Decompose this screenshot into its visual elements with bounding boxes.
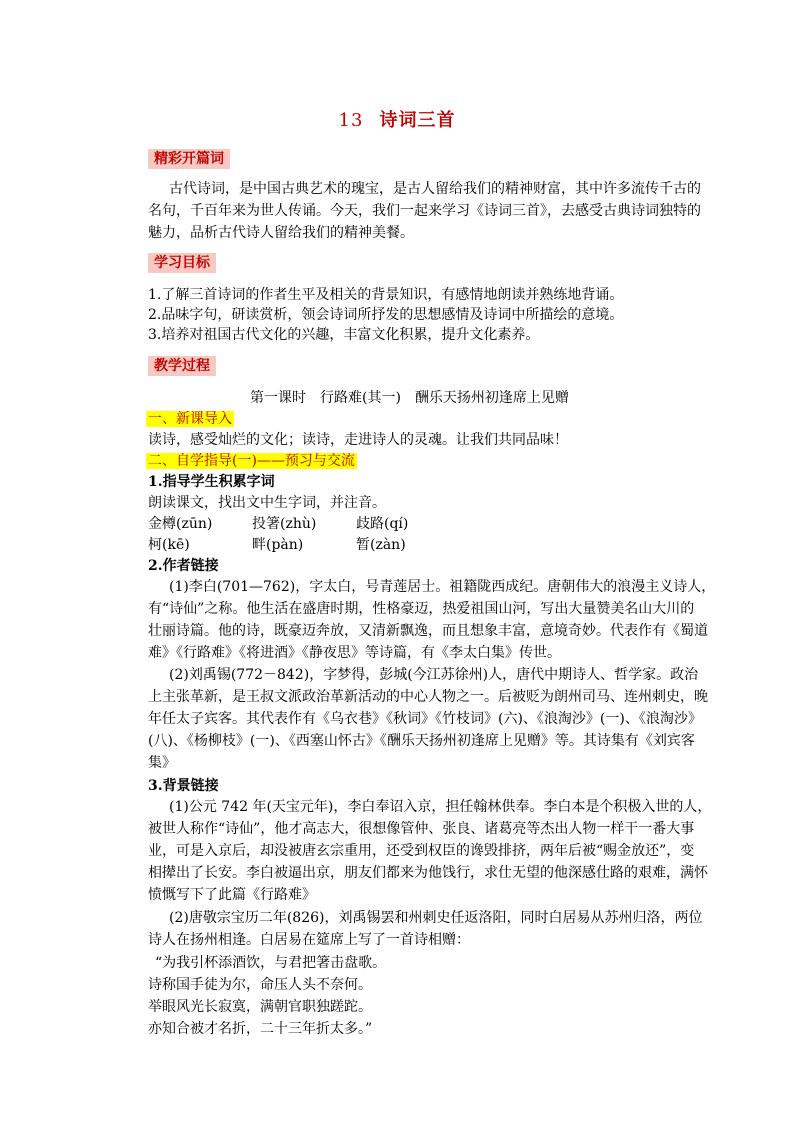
step1-heading: 1.指导学生积累字词 xyxy=(148,474,275,490)
goal-1: 1.了解三首诗词的作者生平及相关的背景知识，有感情地朗读并熟练地背诵。 xyxy=(148,287,624,303)
vocab-item: 投箸(zhù) xyxy=(252,516,317,532)
bg2-line-2: 诗人在扬州相逢。白居易在筵席上写了一首诗相赠： xyxy=(148,932,470,948)
step2-heading: 2.作者链接 xyxy=(148,558,219,574)
author-liu-line-1: (2)刘禹锡(772－842)，字梦得，彭城(今江苏徐州)人，唐代中期诗人、哲学家。政治 xyxy=(169,667,699,683)
vocab-item: 暂(zàn) xyxy=(356,537,406,553)
poem-line-2: 诗称国手徒为尔，命压人头不奈何。 xyxy=(148,977,372,993)
poem-line-3: 举眼风光长寂寞，满朝官职独蹉跎。 xyxy=(148,999,372,1015)
lesson-number: 13 xyxy=(338,110,364,131)
lesson-heading: 第一课时 行路难(其一) 酬乐天扬州初逢席上见赠 xyxy=(250,390,569,406)
step1-text: 朗读课文，找出文中生字词，并注音。 xyxy=(148,495,386,511)
intro-line-2: 名句，千百年来为世人传诵。今天，我们一起来学习《诗词三首》，去感受古典诗词独特的 xyxy=(148,203,701,219)
lesson-title: 诗词三首 xyxy=(379,110,456,131)
goals-section-tag: 学习目标 xyxy=(148,253,216,273)
process-section-tag: 教学过程 xyxy=(148,356,216,376)
vocab-row-2 xyxy=(148,535,406,555)
bg1-line-3: 业，可是入京后，却没被唐玄宗重用，还受到权臣的谗毁排挤，两年后被“赐金放还”，变 xyxy=(148,843,695,859)
part1-heading: 一、新课导入 xyxy=(148,411,232,427)
step3-heading: 3.背景链接 xyxy=(148,778,219,794)
bg1-line-5: 愤慨写下了此篇《行路难》 xyxy=(148,887,316,903)
author-liu-line-5: 集》 xyxy=(148,755,176,771)
vocab-item: 歧路(qí) xyxy=(356,516,409,532)
author-libai-line-3: 壮丽诗篇。他的诗，既豪迈奔放，又清新飘逸，而且想象丰富，意境奇妙。代表作有《蜀道 xyxy=(148,623,708,639)
bg2-line-1: (2)唐敬宗宝历二年(826)，刘禹锡罢和州刺史任返洛阳，同时白居易从苏州归洛，两位 xyxy=(169,910,703,926)
goal-2: 2.品味字句，研读赏析，领会诗词所抒发的思想感情及诗词中所描绘的意境。 xyxy=(148,307,624,323)
vocab-row-1 xyxy=(148,514,408,534)
vocab-item: 金樽(zūn) xyxy=(148,516,213,532)
author-liu-line-2: 上主张革新，是王叔文派政治革新活动的中心人物之一。后被贬为朗州司马、连州刺史，晚 xyxy=(148,689,708,705)
author-libai-line-2: 有“诗仙”之称。他生活在盛唐时期，性格豪迈，热爱祖国山河，写出大量赞美名山大川的 xyxy=(148,601,695,617)
author-libai-line-4: 难》《行路难》《将进酒》《静夜思》等诗篇，有《李太白集》传世。 xyxy=(148,645,561,661)
part1-text: 读诗，感受灿烂的文化；读诗，走进诗人的灵魂。让我们共同品味！ xyxy=(148,432,568,448)
author-liu-line-3: 年任太子宾客。其代表作有《乌衣巷》《秋词》《竹枝词》(六)、《浪淘沙》(一)、《浪淘沙》 xyxy=(148,711,702,727)
intro-line-3: 魅力，品析古代诗人留给我们的精神美餐。 xyxy=(148,225,414,241)
bg1-line-1: (1)公元 742 年(天宝元年)，李白奉诏入京，担任翰林供奉。李白本是个积极入世的人， xyxy=(169,799,712,815)
goal-3: 3.培养对祖国古代文化的兴趣，丰富文化积累，提升文化素养。 xyxy=(148,327,540,343)
intro-line-1: 古代诗词，是中国古典艺术的瑰宝，是古人留给我们的精神财富，其中许多流传千古的 xyxy=(169,181,701,197)
bg1-line-2: 被世人称作“诗仙”，他才高志大，很想像管仲、张良、诸葛亮等杰出人物一样干一番大事 xyxy=(148,821,695,837)
part2-heading: 二、自学指导(一)——预习与交流 xyxy=(148,453,355,469)
intro-section-tag: 精彩开篇词 xyxy=(148,149,230,169)
poem-line-4: 亦知合被才名折，二十三年折太多。” xyxy=(148,1021,373,1037)
vocab-item: 柯(kē) xyxy=(148,537,190,553)
author-libai-line-1: (1)李白(701—762)，字太白，号青莲居士。祖籍陇西成纪。唐朝伟大的浪漫主义诗人， xyxy=(169,579,716,595)
page-title xyxy=(0,106,794,132)
bg1-line-4: 相撵出了长安。李白被逼出京，朋友们都来为他饯行，求仕无望的他深感仕路的艰难，满怀 xyxy=(148,865,708,881)
poem-line-1: “为我引杯添酒饮，与君把箸击盘歌。 xyxy=(155,955,387,971)
author-liu-line-4: (八)、《杨柳枝》(一)、《西塞山怀古》《酬乐天扬州初逢席上见赠》等。其诗集有《刘宾客 xyxy=(148,733,695,749)
vocab-item: 畔(pàn) xyxy=(252,537,304,553)
